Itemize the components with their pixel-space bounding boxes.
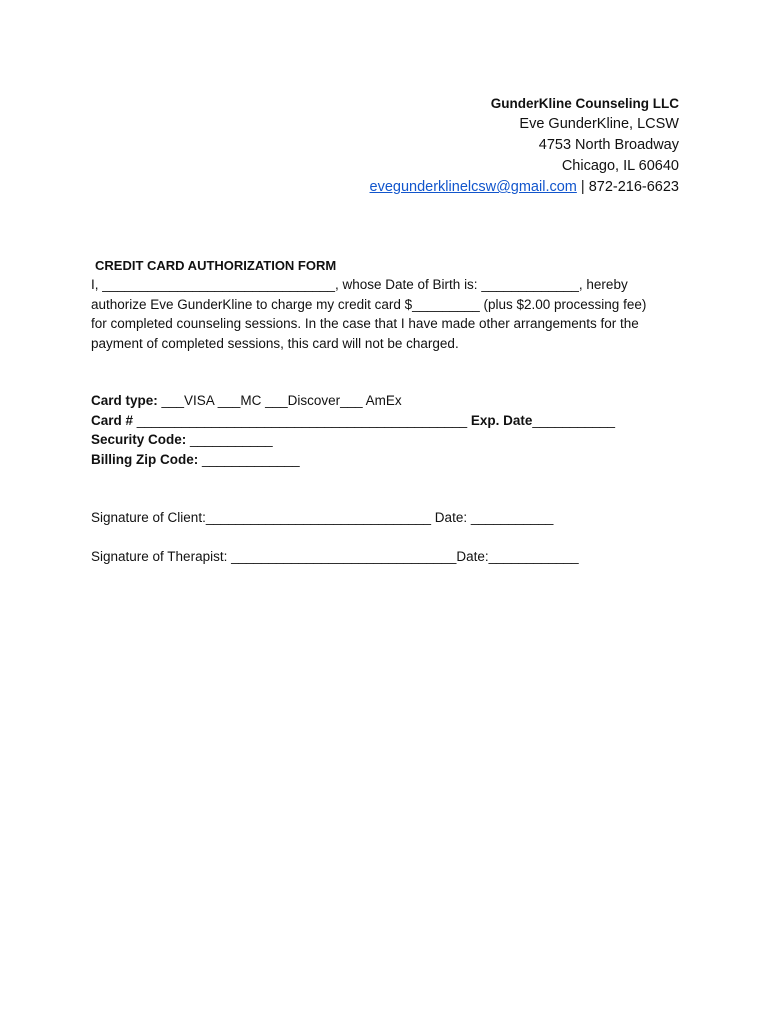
card-type-options[interactable]: ___VISA ___MC ___Discover___ AmEx	[157, 393, 402, 408]
card-number-row	[91, 411, 691, 431]
address-line-1: 4753 North Broadway	[538, 137, 679, 153]
paragraph-line-1: I, _______________________________, whose Date of Birth is: _____________, hereby	[91, 277, 628, 292]
form-title: CREDIT CARD AUTHORIZATION FORM	[95, 258, 337, 273]
phone-number: | 872-216-6623	[576, 179, 679, 195]
billing-zip-row	[91, 450, 691, 470]
card-type-label: Card type:	[91, 393, 158, 408]
contact-line	[370, 177, 679, 198]
paragraph-line-3: for completed counseling sessions. In the case that I have made other arrangements for the	[91, 316, 639, 332]
client-signature-line[interactable]: Signature of Client:______________________________ Date: ___________	[91, 510, 554, 525]
address-line-2: Chicago, IL 60640	[561, 158, 679, 174]
letterhead	[370, 93, 679, 198]
card-number-field[interactable]: ____________________________________________	[133, 412, 468, 428]
email-link[interactable]: evegunderklinelcsw@gmail.com	[369, 179, 577, 195]
exp-date-label: Exp. Date	[467, 412, 533, 428]
card-details	[91, 391, 691, 469]
therapist-name: Eve GunderKline, LCSW	[519, 116, 679, 132]
security-code-field[interactable]: ___________	[186, 432, 273, 448]
card-type-row	[91, 391, 691, 411]
security-code-row	[91, 430, 691, 450]
company-name: GunderKline Counseling LLC	[490, 96, 679, 111]
card-number-label: Card #	[91, 412, 134, 428]
billing-zip-label: Billing Zip Code:	[91, 451, 199, 467]
paragraph-line-2: authorize Eve GunderKline to charge my credit card $_________ (plus $2.00 processing fee)	[91, 296, 647, 312]
authorization-paragraph	[91, 275, 691, 353]
paragraph-line-4: payment of completed sessions, this card will not be charged.	[91, 335, 459, 351]
therapist-signature-line[interactable]: Signature of Therapist: ______________________________Date:____________	[91, 549, 579, 564]
exp-date-field[interactable]: ___________	[532, 412, 616, 428]
security-code-label: Security Code:	[91, 432, 187, 448]
billing-zip-field[interactable]: _____________	[198, 451, 300, 467]
